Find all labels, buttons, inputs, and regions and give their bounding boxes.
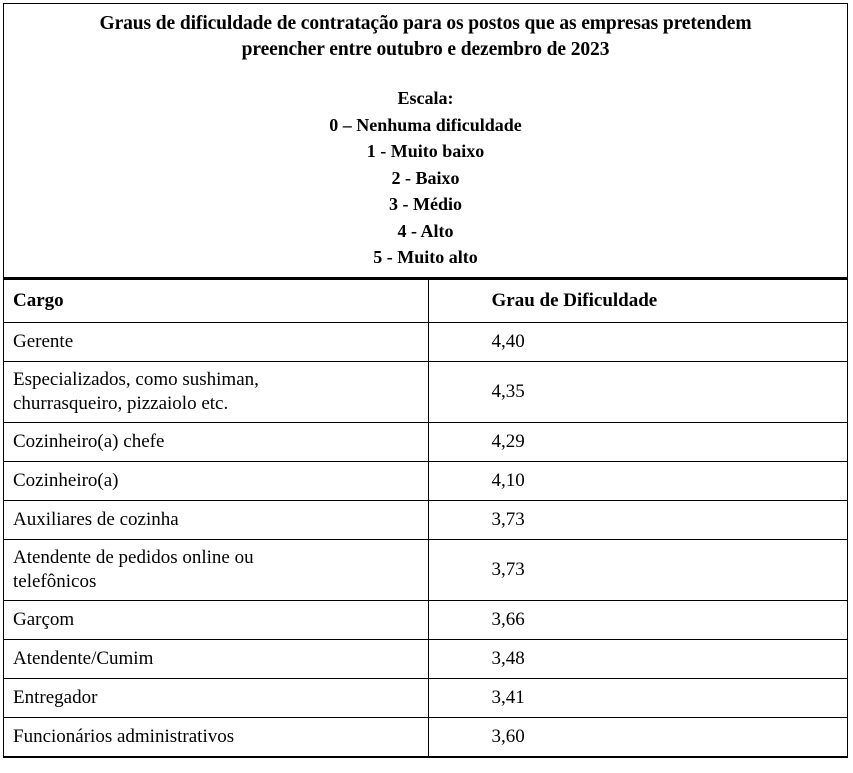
cell-cargo <box>4 500 428 539</box>
scale-item-2: 2 - Baixo <box>391 167 460 188</box>
cell-grau: 3,73 <box>428 500 847 539</box>
cell-grau: 3,60 <box>428 717 847 756</box>
cargo-line-2: churrasqueiro, pizzaiolo etc. <box>13 392 229 414</box>
table-row <box>4 678 847 717</box>
cargo-line-1: Cozinheiro(a) <box>13 469 119 491</box>
cell-grau: 3,48 <box>428 639 847 678</box>
cell-cargo <box>4 322 428 361</box>
data-grid <box>4 279 847 757</box>
cell-cargo <box>4 539 428 600</box>
cell-grau: 4,10 <box>428 461 847 500</box>
scale-heading: Escala: <box>397 88 454 108</box>
cargo-line-1: Cozinheiro(a) chefe <box>13 430 165 452</box>
table-header-row <box>4 279 847 322</box>
cargo-line-2: telefônicos <box>13 570 97 592</box>
table-row <box>4 639 847 678</box>
cargo-line-1: Gerente <box>13 330 74 352</box>
cell-grau: 3,66 <box>428 600 847 639</box>
scale-item-0: 0 – Nenhuma dificuldade <box>329 114 522 135</box>
cargo-line-1: Auxiliares de cozinha <box>13 508 179 530</box>
cell-grau: 3,41 <box>428 678 847 717</box>
scale-item-5: 5 - Muito alto <box>373 247 478 267</box>
cargo-line-1: Especializados, como sushiman, <box>13 368 259 390</box>
caption-spacer <box>14 63 837 85</box>
cell-grau: 4,35 <box>428 361 847 422</box>
cell-cargo <box>4 717 428 756</box>
cell-grau: 3,73 <box>428 539 847 600</box>
cargo-line-1: Entregador <box>13 686 98 708</box>
page-title <box>14 11 837 63</box>
title-line-1: Graus de dificuldade de contratação para os postos que as empresas pretendem <box>99 13 752 34</box>
cell-cargo <box>4 361 428 422</box>
difficulty-table <box>3 3 848 758</box>
cargo-line-1: Garçom <box>13 608 75 630</box>
table-row <box>4 322 847 361</box>
cell-cargo <box>4 422 428 461</box>
cell-cargo <box>4 639 428 678</box>
column-header-cargo: Cargo <box>4 279 428 322</box>
cell-cargo <box>4 678 428 717</box>
table-row <box>4 361 847 422</box>
cell-cargo <box>4 600 428 639</box>
scale-item-1: 1 - Muito baixo <box>366 141 485 161</box>
scale-item-4: 4 - Alto <box>397 220 454 241</box>
table-row <box>4 539 847 600</box>
cargo-line-1: Atendente/Cumim <box>13 647 154 669</box>
scale-item-3: 3 - Médio <box>389 194 462 214</box>
cargo-line-1: Funcionários administrativos <box>13 725 235 747</box>
table-row <box>4 500 847 539</box>
table-caption-block <box>4 4 847 279</box>
table-row <box>4 600 847 639</box>
column-header-grau: Grau de Dificuldade <box>428 279 847 322</box>
table-row <box>4 422 847 461</box>
title-line-2: preencher entre outubro e dezembro de 2023 <box>241 39 610 60</box>
scale-legend <box>14 85 837 271</box>
cell-grau: 4,40 <box>428 322 847 361</box>
cargo-line-1: Atendente de pedidos online ou <box>13 546 254 568</box>
cell-grau: 4,29 <box>428 422 847 461</box>
table-row <box>4 461 847 500</box>
cell-cargo <box>4 461 428 500</box>
table-row <box>4 717 847 756</box>
